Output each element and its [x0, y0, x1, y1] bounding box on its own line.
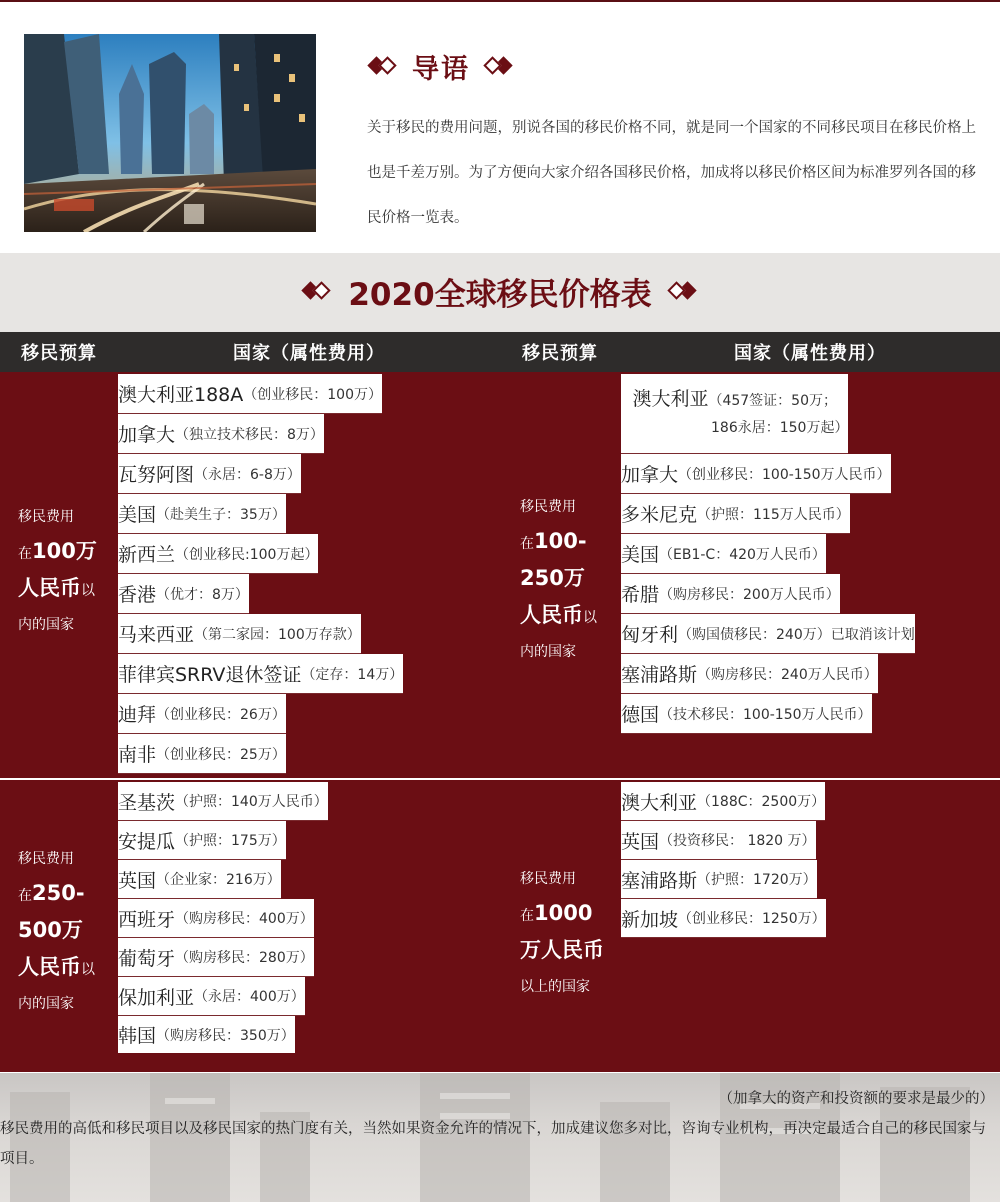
budget-label-line: 移民费用	[18, 851, 74, 867]
table-row	[118, 574, 249, 614]
table-row	[621, 614, 915, 654]
diamond-ornament-icon	[484, 57, 514, 75]
budget-amount: 1000	[534, 901, 593, 925]
country-cost: （创业移民：25万）	[156, 746, 286, 763]
country-name: 塞浦路斯	[621, 869, 698, 892]
country-name: 新加坡	[621, 908, 679, 931]
budget-amount: 100万	[32, 539, 97, 563]
table-row	[621, 374, 848, 454]
budget-label-100-250	[520, 490, 597, 669]
country-name: 加拿大	[621, 464, 679, 486]
country-name: 韩国	[118, 1025, 157, 1047]
table-row	[621, 454, 891, 494]
country-name: 新西兰	[118, 544, 176, 566]
footnote: （加拿大的资产和投资额的要求是最少的）	[718, 1091, 994, 1107]
table-row	[118, 494, 286, 534]
country-cost: （独立技术移民：8万）	[175, 426, 324, 443]
budget-amount: 100-	[534, 529, 587, 553]
country-cost: （创业移民：100-150万人民币）	[678, 466, 891, 483]
country-name: 加拿大	[118, 424, 176, 446]
table-row	[118, 938, 314, 977]
country-name: 西班牙	[118, 908, 176, 931]
budget-currency: 人民币	[520, 603, 583, 627]
table-row	[118, 734, 286, 774]
country-cost: （永居：6-8万）	[194, 466, 301, 483]
country-cost: （创业移民：1250万）	[678, 911, 826, 927]
country-cost: （企业家：216万）	[156, 872, 281, 888]
budget-currency: 人民币	[18, 955, 81, 979]
header-budget-left: 移民预算	[0, 332, 118, 372]
country-name: 迪拜	[118, 704, 157, 726]
country-name: 马来西亚	[118, 624, 195, 646]
budget-label-suffix: 以	[81, 583, 95, 599]
table-row	[621, 860, 817, 899]
country-cost: （购房移民：280万）	[175, 950, 314, 966]
country-cost: （购房移民：200万人民币）	[659, 586, 840, 603]
budget-label-under-100	[18, 500, 97, 642]
country-name: 希腊	[621, 584, 660, 606]
budget-label-end: 内的国家	[18, 617, 74, 633]
table-row	[118, 614, 361, 654]
country-name: 澳大利亚	[632, 387, 709, 410]
country-cost: （护照：140万人民币）	[175, 794, 328, 810]
budget-label-suffix: 以	[81, 962, 95, 978]
country-name: 澳大利亚188A	[118, 384, 244, 406]
country-name: 匈牙利	[621, 624, 679, 646]
table-row	[118, 782, 328, 821]
table-row	[118, 654, 403, 694]
country-cost: 186永居：150万起）	[711, 419, 849, 436]
header-country-right: 国家（属性费用）	[620, 332, 1000, 372]
budget-label-prefix: 在	[520, 908, 534, 924]
country-name: 圣基茨	[118, 791, 176, 814]
city-skyline-image	[24, 34, 316, 232]
country-cost: （护照：175万）	[175, 833, 286, 849]
country-cost: （购国债移民：240万）已取消该计划	[678, 626, 915, 643]
country-cost: （定存：14万）	[301, 666, 404, 683]
country-cost: （创业移民:100万起）	[175, 546, 319, 563]
budget-label-line: 移民费用	[520, 871, 576, 887]
country-cost: （护照：115万人民币）	[697, 506, 850, 523]
table-row	[621, 574, 840, 614]
budget-label-prefix: 在	[18, 546, 32, 562]
budget-label-prefix: 在	[18, 888, 32, 904]
budget-label-end: 内的国家	[520, 644, 576, 660]
table-row	[118, 454, 301, 494]
budget-label-prefix: 在	[520, 536, 534, 552]
country-cost: （技术移民：100-150万人民币）	[659, 706, 872, 723]
footer-paragraph: 移民费用的高低和移民项目以及移民国家的热门度有关，当然如果资金允许的情况下，加成建议您多对比，咨询专业机构，再决定最适合自己的移民国家与项目。	[0, 1121, 986, 1167]
country-cost: （永居：400万）	[194, 989, 305, 1005]
budget-label-end: 以上的国家	[520, 979, 590, 995]
budget-label-250-500	[18, 842, 95, 1021]
table-heading	[0, 268, 1000, 314]
table-row	[118, 534, 318, 574]
table-row	[621, 534, 826, 574]
country-name: 美国	[118, 504, 157, 526]
country-cost: （第二家园：100万存款）	[194, 626, 361, 643]
country-cost: （创业移民：26万）	[156, 706, 286, 723]
table-row	[118, 414, 324, 454]
country-cost: （优才：8万）	[156, 586, 249, 603]
header-budget-right: 移民预算	[500, 332, 620, 372]
country-name: 安提瓜	[118, 830, 176, 853]
budget-label-suffix: 以	[583, 610, 597, 626]
country-name: 塞浦路斯	[621, 664, 698, 686]
table-row	[118, 899, 314, 938]
country-name: 英国	[118, 869, 157, 892]
country-name: 德国	[621, 704, 660, 726]
table-row	[118, 977, 305, 1016]
country-cost: （EB1-C：420万人民币）	[659, 546, 826, 563]
country-cost: （188C：2500万）	[697, 794, 826, 810]
country-name: 香港	[118, 584, 157, 606]
table-row	[621, 694, 872, 734]
country-cost: （购房移民：240万人民币）	[697, 666, 878, 683]
country-name: 美国	[621, 544, 660, 566]
table-row	[621, 494, 850, 534]
table-row	[118, 1016, 295, 1053]
table-row	[118, 860, 281, 899]
top-divider	[0, 0, 1000, 2]
table-row	[118, 694, 286, 734]
table-row	[621, 821, 816, 860]
budget-label-line: 移民费用	[520, 499, 576, 515]
table-row	[621, 899, 826, 938]
budget-amount: 500万	[18, 918, 83, 942]
country-cost: （创业移民：100万）	[243, 386, 382, 403]
intro-heading	[368, 46, 514, 86]
country-cost: （购房移民：400万）	[175, 911, 314, 927]
intro-paragraph: 关于移民的费用问题，别说各国的移民价格不同，就是同一个国家的不同移民项目在移民价格上也是千差万别。为了方便向大家介绍各国移民价格，加成将以移民价格区间为标准罗列各国的移民价格一览表。	[367, 120, 976, 226]
country-name: 南非	[118, 744, 157, 766]
budget-label-line: 移民费用	[18, 509, 74, 525]
country-cost: （护照：1720万）	[697, 872, 817, 888]
country-cost: （购房移民：350万）	[156, 1027, 295, 1044]
country-name: 英国	[621, 830, 660, 853]
budget-amount: 250-	[32, 881, 85, 905]
header-country-left: 国家（属性费用）	[118, 332, 500, 372]
budget-label-end: 内的国家	[18, 996, 74, 1012]
table-row	[621, 654, 878, 694]
budget-amount: 250万	[520, 566, 585, 590]
table-row	[621, 782, 825, 821]
table-row	[118, 821, 286, 860]
budget-currency: 万人民币	[520, 938, 604, 962]
country-cost: （457签证：50万；	[708, 392, 837, 409]
country-name: 菲律宾SRRV退休签证	[118, 664, 302, 686]
country-name: 保加利亚	[118, 986, 195, 1009]
budget-currency: 人民币	[18, 576, 81, 600]
country-name: 澳大利亚	[621, 791, 698, 814]
intro-title: 导语	[412, 53, 470, 85]
table-title: 2020全球移民价格表	[348, 276, 652, 313]
diamond-ornament-icon	[368, 57, 398, 75]
country-cost: （投资移民： 1820 万）	[659, 833, 816, 849]
diamond-ornament-icon	[668, 282, 698, 300]
country-name: 多米尼克	[621, 504, 698, 526]
budget-label-over-1000	[520, 862, 604, 1004]
country-name: 葡萄牙	[118, 947, 176, 970]
country-name: 瓦努阿图	[118, 464, 195, 486]
diamond-ornament-icon	[302, 282, 332, 300]
country-cost: （赴美生子：35万）	[156, 506, 286, 523]
table-row	[118, 374, 382, 414]
